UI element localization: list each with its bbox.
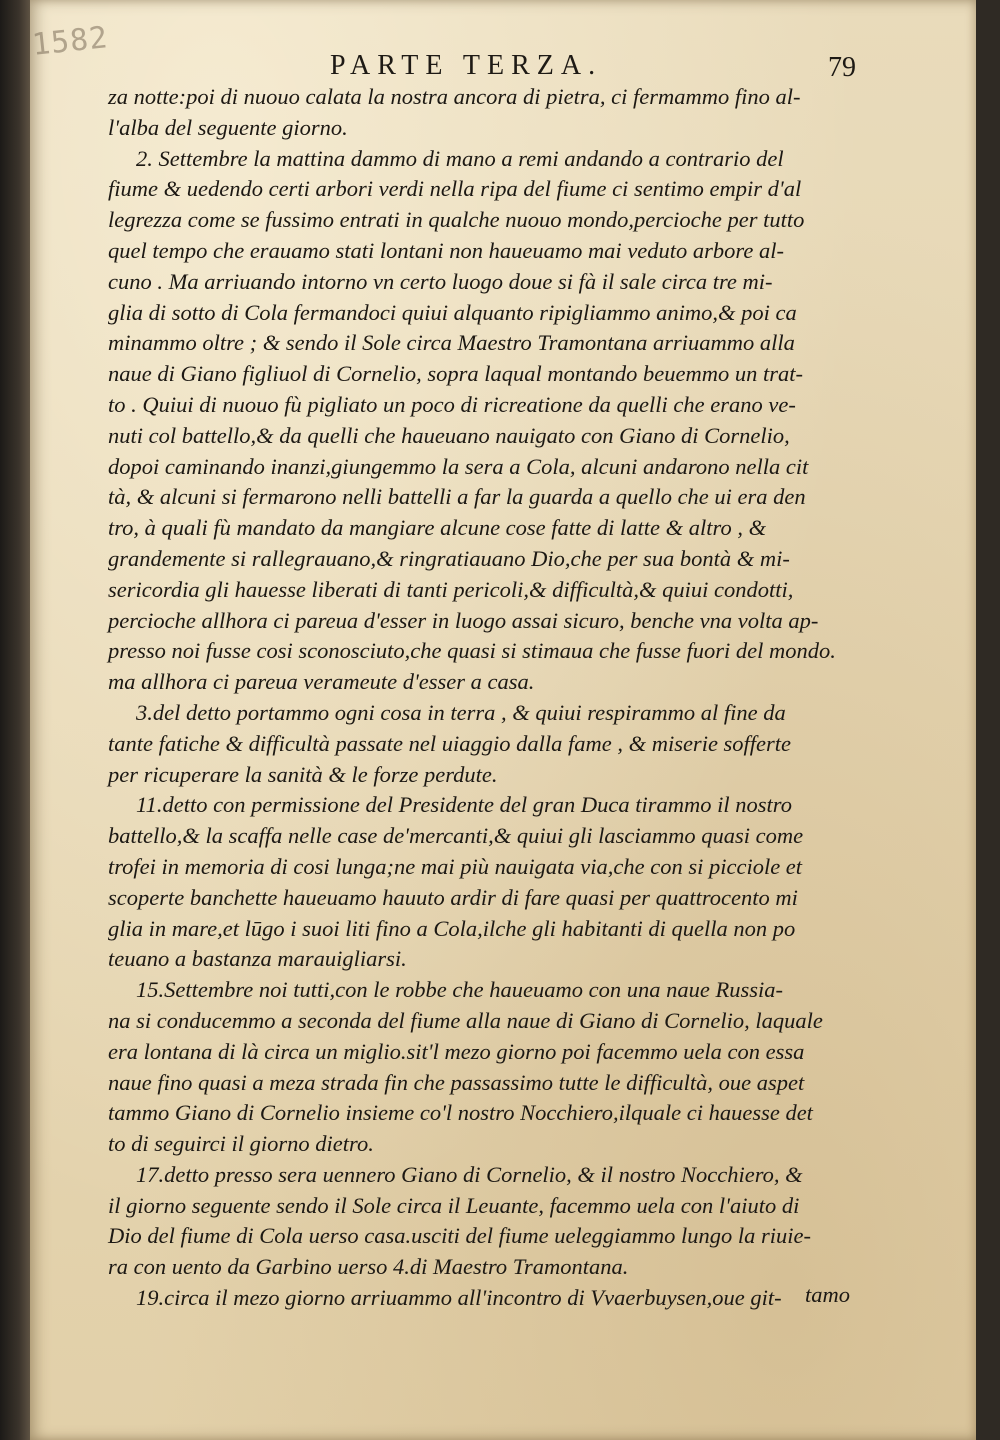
text-line: sericordia gli hauesse liberati di tanti pericoli,& difficultà,& quiui condotti, — [108, 576, 794, 602]
text-line: battello,& la scaffa nelle case de'mercanti,& quiui gli lasciammo quasi come — [108, 823, 804, 849]
text-line: per ricuperare la sanità & le forze perdute. — [108, 761, 498, 787]
text-line: to di seguirci il giorno dietro. — [108, 1131, 374, 1157]
text-line: era lontana di là circa un miglio.sit'l mezo giorno poi facemmo uela con essa — [108, 1038, 805, 1064]
text-line: 19.circa il mezo giorno arriuammo all'incontro di Vvaerbuysen,oue git- — [136, 1285, 782, 1311]
text-line: minammo oltre ; & sendo il Sole circa Maestro Tramontana arriuammo alla — [108, 330, 795, 356]
text-line: ma allhora ci pareua verameute d'esser a casa. — [108, 669, 535, 695]
text-line: l'alba del seguente giorno. — [108, 114, 348, 140]
text-line: legrezza come se fussimo entrati in qualche nuouo mondo,percioche per tutto — [108, 207, 805, 233]
book-binding — [0, 0, 34, 1440]
text-line: 11.detto con permissione del Presidente del gran Duca tirammo il nostro — [136, 792, 792, 818]
text-line: na si conducemmo a seconda del fiume alla naue di Giano di Cornelio, laquale — [108, 1007, 823, 1033]
text-line: cuno . Ma arriuando intorno vn certo luogo doue si fà il sale circa tre mi- — [108, 268, 773, 294]
text-line: tammo Giano di Cornelio insieme co'l nostro Nocchiero,ilquale ci hauesse det — [108, 1100, 813, 1126]
text-line: za notte:poi di nuouo calata la nostra ancora di pietra, ci fermammo fino al- — [108, 84, 801, 109]
text-line: tà, & alcuni si fermarono nelli battelli a far la guarda a quello che ui era den — [108, 484, 806, 510]
text-line: 2. Settembre la mattina dammo di mano a remi andando a contrario del — [136, 145, 784, 171]
text-line: teuano a bastanza marauigliarsi. — [108, 946, 407, 972]
text-line: trofei in memoria di cosi lunga;ne mai più nauigata via,che con si picciole et — [108, 853, 803, 879]
text-line: tro, à quali fù mandato da mangiare alcune cose fatte di latte & altro , & — [108, 515, 767, 541]
text-line: ra con uento da Garbino uerso 4.di Maestro Tramontana. — [108, 1254, 629, 1280]
text-line: il giorno seguente sendo il Sole circa il Leuante, facemmo uela con l'aiuto di — [108, 1192, 800, 1218]
text-line: dopoi caminando inanzi,giungemmo la sera a Cola, alcuni andarono nella cit — [108, 453, 809, 479]
text-line: glia di sotto di Cola fermandoci quiui alquanto ripigliammo animo,& poi ca — [108, 299, 797, 325]
text-line: nuti col battello,& da quelli che haueuano nauigato con Giano di Cornelio, — [108, 422, 790, 448]
text-line: 3.del detto portammo ogni cosa in terra , & quiui respirammo al fine da — [136, 699, 786, 725]
text-line: tante fatiche & difficultà passate nel uiaggio dalla fame , & miserie sofferte — [108, 730, 792, 756]
catchword: tamo — [805, 1282, 850, 1307]
margin-annotation: 1582 — [30, 20, 110, 63]
text-line: percioche allhora ci pareua d'esser in luogo assai sicuro, benche vna volta ap- — [108, 607, 819, 633]
text-block — [108, 82, 908, 1314]
text-line: Dio del fiume di Cola uerso casa.usciti del fiume ueleggiammo lungo la riuie- — [108, 1223, 812, 1249]
background-edge — [976, 0, 1000, 1440]
page-number: 79 — [828, 52, 856, 83]
running-head: PARTE TERZA. — [330, 50, 603, 81]
text-line: to . Quiui di nuouo fù pigliato un poco di ricreatione da quelli che erano ve- — [108, 391, 796, 417]
text-line: naue di Giano figliuol di Cornelio, sopra laqual montando beuemmo un trat- — [108, 361, 803, 387]
text-line: grandemente si rallegrauano,& ringratiauano Dio,che per sua bontà & mi- — [108, 545, 790, 571]
text-line: glia in mare,et lūgo i suoi liti fino a Cola,ilche gli habitanti di quella non po — [108, 915, 796, 941]
text-line: presso noi fusse cosi sconosciuto,che quasi si stimaua che fusse fuori del mondo. — [108, 638, 836, 664]
text-line: scoperte banchette haueuamo hauuto ardir di fare quasi per quattrocento mi — [108, 884, 798, 910]
text-line: quel tempo che erauamo stati lontani non haueuamo mai veduto arbore al- — [108, 237, 784, 263]
text-line: naue fino quasi a meza strada fin che passassimo tutte le difficultà, oue aspet — [108, 1069, 805, 1095]
text-line: fiume & uedendo certi arbori verdi nella ripa del fiume ci sentimo empir d'al — [108, 176, 802, 202]
text-line: 15.Settembre noi tutti,con le robbe che haueuamo con una naue Russia- — [136, 977, 783, 1003]
text-line: 17.detto presso sera uennero Giano di Cornelio, & il nostro Nocchiero, & — [136, 1161, 803, 1187]
